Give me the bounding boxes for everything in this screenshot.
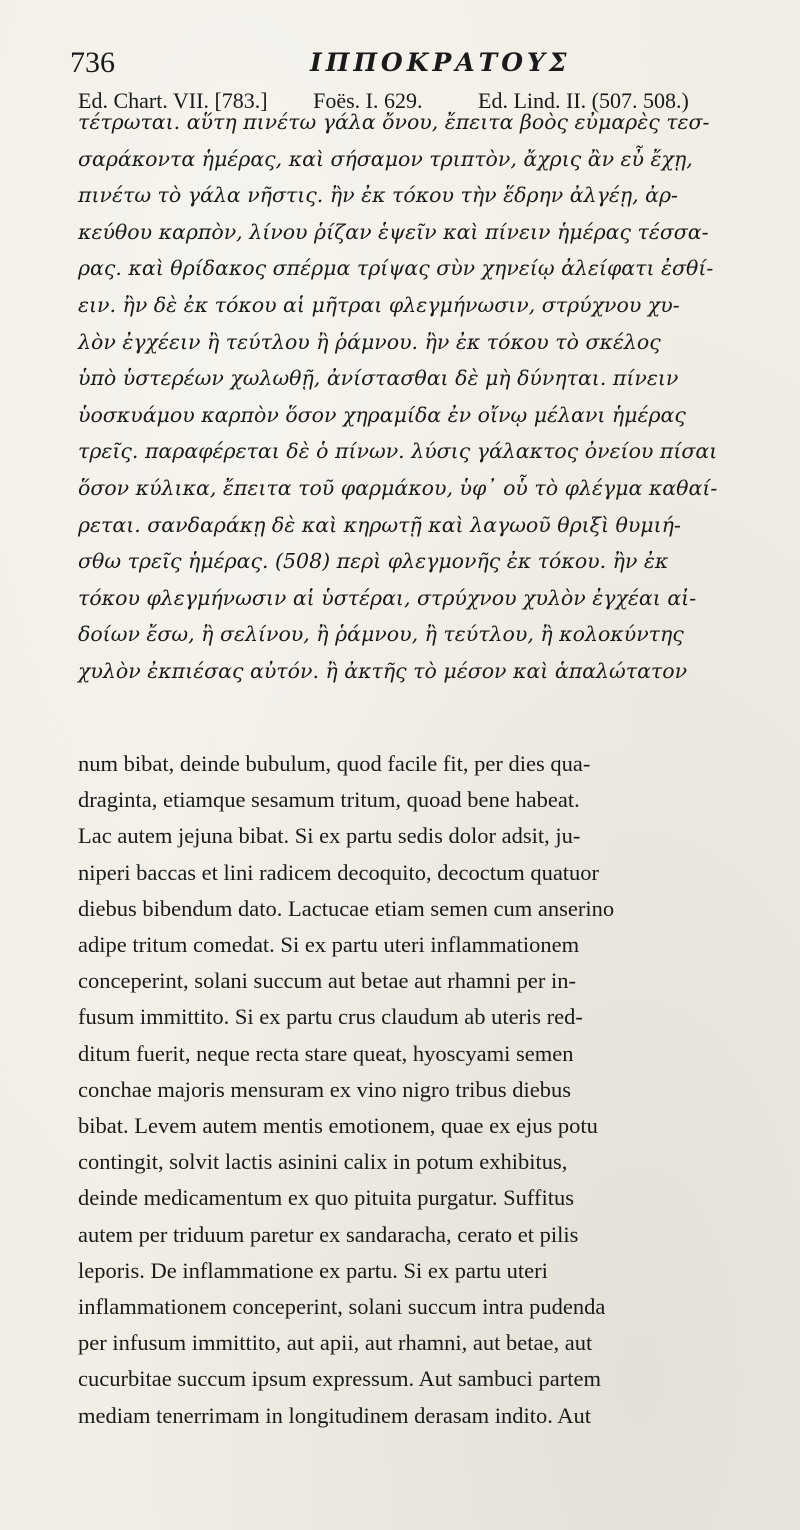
- page-number: 736: [70, 46, 115, 79]
- latin-text-block: [78, 746, 790, 1434]
- latin-line: fusum immittito. Si ex partu crus claudum ab uteris red-: [78, 1004, 583, 1030]
- latin-line: mediam tenerrimam in longitudinem derasam indito. Aut: [78, 1402, 592, 1428]
- greek-line: σαράκοντα ἡμέρας, καὶ σήσαμον τριπτὸν, ἄχρις ἂν εὖ ἔχῃ,: [78, 146, 693, 171]
- latin-line: adipe tritum comedat. Si ex partu uteri inflammationem: [78, 932, 580, 958]
- greek-line: ὑπὸ ὑστερέων χωλωθῇ, ἀνίστασθαι δὲ μὴ δύνηται. πίνειν: [78, 366, 679, 391]
- latin-line: niperi baccas et lini radicem decoquito, decoctum quatuor: [78, 859, 600, 885]
- latin-line: cucurbitae succum ipsum expressum. Aut sambuci partem: [78, 1366, 601, 1392]
- edition-foes: Foës. I. 629.: [313, 88, 423, 113]
- greek-text-block: [78, 104, 790, 690]
- greek-line: λὸν ἐγχέειν ἢ τεύτλου ἢ ῥάμνου. ἢν ἐκ τόκου τὸ σκέλος: [78, 329, 661, 354]
- latin-line: bibat. Levem autem mentis emotionem, quae ex ejus potu: [78, 1113, 598, 1139]
- latin-line: conceperint, solani succum aut betae aut rhamni per in-: [78, 968, 576, 994]
- greek-line: ρας. καὶ θρίδακος σπέρμα τρίψας σὺν χηνείῳ ἀλείφατι ἐσθί-: [78, 256, 714, 281]
- latin-line: Lac autem jejuna bibat. Si ex partu sedis dolor adsit, ju-: [78, 823, 581, 849]
- latin-line: conchae majoris mensuram ex vino nigro tribus diebus: [78, 1076, 572, 1102]
- latin-line: deinde medicamentum ex quo pituita purgatur. Suffitus: [78, 1185, 574, 1211]
- greek-line: τέτρωται. αὕτη πινέτω γάλα ὄνου, ἔπειτα βοὸς εὐμαρὲς τεσ-: [78, 110, 710, 134]
- greek-line: σθω τρεῖς ἡμέρας. (508) περὶ φλεγμονῆς ἐκ τόκου. ἢν ἐκ: [78, 549, 669, 574]
- greek-line: ρεται. σανδαράκῃ δὲ καὶ κηρωτῇ καὶ λαγωοῦ θριξὶ θυμιή-: [78, 512, 681, 537]
- latin-line: inflammationem conceperint, solani succum intra pudenda: [78, 1294, 606, 1320]
- latin-line: leporis. De inflammatione ex partu. Si ex partu uteri: [78, 1257, 548, 1283]
- latin-line: contingit, solvit lactis asinini calix in potum exhibitus,: [78, 1149, 568, 1175]
- greek-line: τόκου φλεγμήνωσιν αἱ ὑστέραι, στρύχνου χυλὸν ἐγχέαι αἰ-: [78, 585, 697, 610]
- greek-line: τρεῖς. παραφέρεται δὲ ὁ πίνων. λύσις γάλακτος ὀνείου πίσαι: [78, 439, 718, 464]
- edition-linden: Ed. Lind. II. (507. 508.): [478, 88, 689, 113]
- latin-line: draginta, etiamque sesamum tritum, quoad bene habeat.: [78, 787, 580, 813]
- greek-line: κεύθου καρπὸν, λίνου ῥίζαν ἑψεῖν καὶ πίνειν ἡμέρας τέσσα-: [78, 219, 709, 244]
- latin-line: num bibat, deinde bubulum, quod facile fit, per dies qua-: [78, 751, 591, 776]
- greek-line: ὅσον κύλικα, ἔπειτα τοῦ φαρμάκου, ὑφ᾽ οὗ τὸ φλέγμα καθαί-: [78, 475, 718, 500]
- latin-line: per infusum immittito, aut apii, aut rhamni, aut betae, aut: [78, 1330, 593, 1356]
- greek-line: ειν. ἢν δὲ ἐκ τόκου αἱ μῆτραι φλεγμήνωσιν, στρύχνου χυ-: [78, 292, 680, 317]
- greek-line: ὑοσκυάμου καρπὸν ὅσον χηραμίδα ἐν οἴνῳ μέλανι ἡμέρας: [78, 402, 686, 427]
- latin-line: autem per triduum paretur ex sandaracha, cerato et pilis: [78, 1221, 579, 1247]
- running-head: [70, 40, 770, 80]
- greek-line: δοίων ἔσω, ἢ σελίνου, ἢ ῥάμνου, ἢ τεύτλου, ἢ κολοκύντης: [78, 622, 684, 647]
- latin-line: ditum fuerit, neque recta stare queat, hyoscyami semen: [78, 1040, 574, 1066]
- greek-line: χυλὸν ἐκπιέσας αὐτόν. ἢ ἀκτῆς τὸ μέσον καὶ ἁπαλώτατον: [78, 658, 688, 683]
- edition-chartier: Ed. Chart. VII. [783.]: [78, 88, 268, 113]
- greek-line: πινέτω τὸ γάλα νῆστις. ἢν ἐκ τόκου τὴν ἕδρην ἀλγέῃ, ἀρ-: [78, 183, 678, 208]
- running-title: ΙΠΠΟΚΡΑΤΟΥΣ: [310, 48, 571, 77]
- latin-line: diebus bibendum dato. Lactucae etiam semen cum anserino: [78, 895, 615, 921]
